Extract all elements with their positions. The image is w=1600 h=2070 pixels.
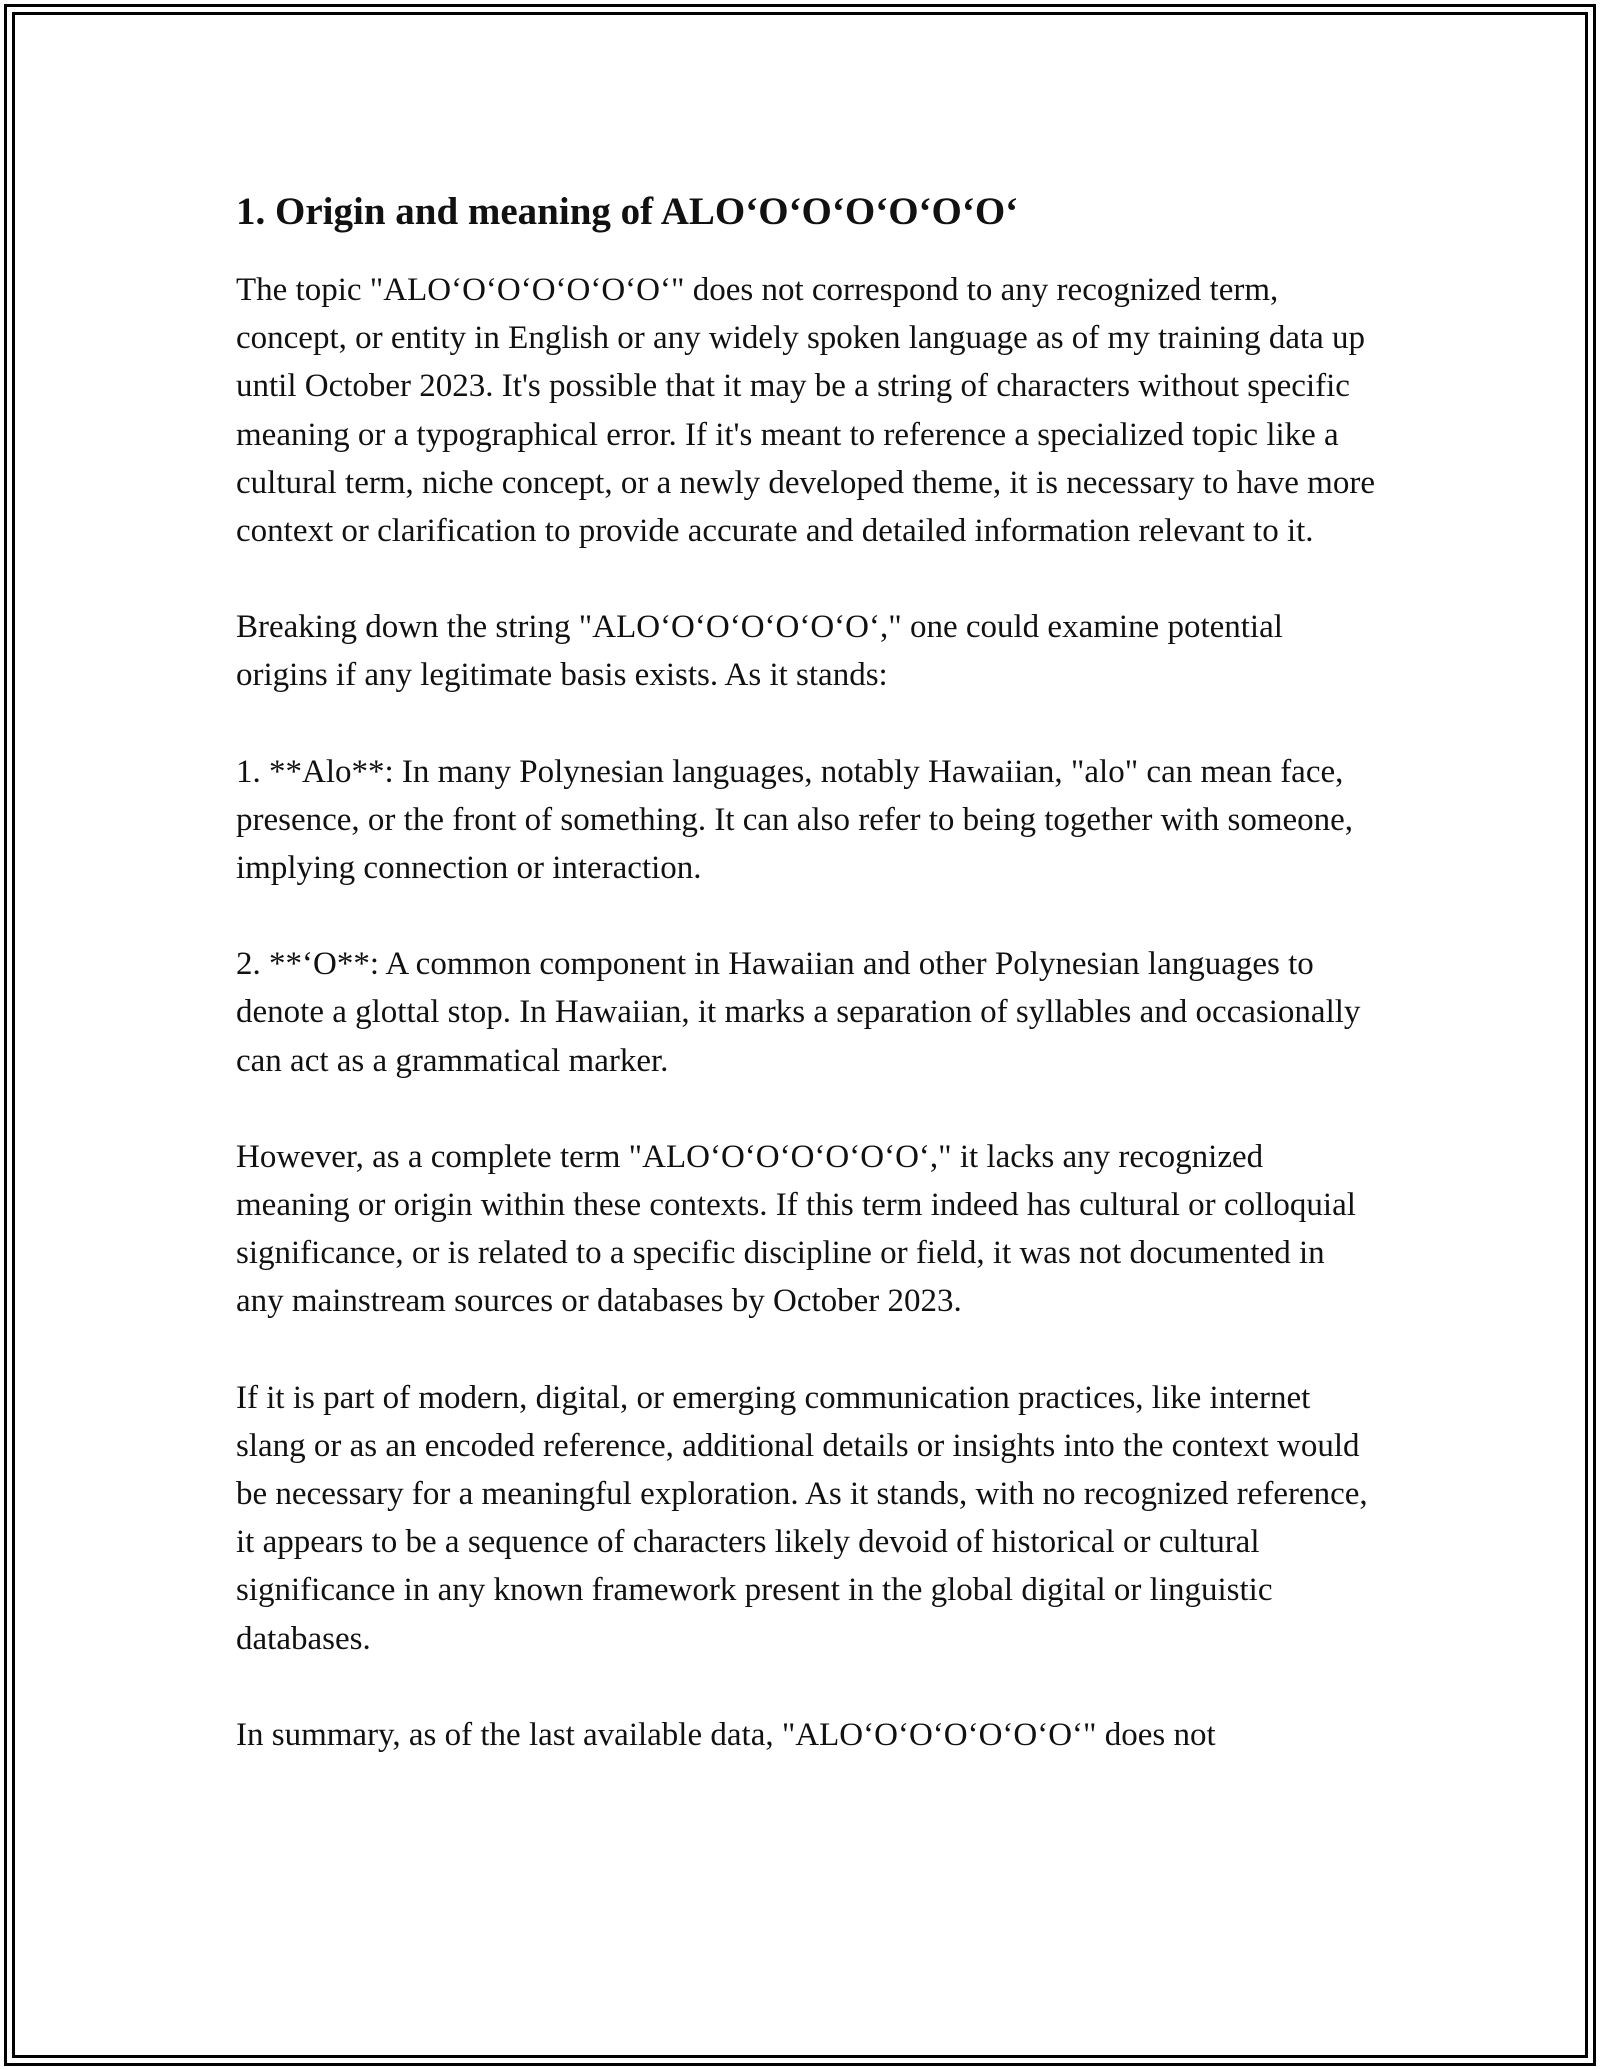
section-heading: 1. Origin and meaning of ALO‘O‘O‘O‘O‘O‘O‘: [236, 190, 1019, 233]
paragraph-summary: In summary, as of the last available data, "ALO‘O‘O‘O‘O‘O‘O‘" does not: [236, 1716, 1216, 1753]
document-body: [236, 186, 1376, 1807]
paragraph-breakdown: Breaking down the string "ALO‘O‘O‘O‘O‘O‘O‘," one could examine potential origins if any legitimate basis exists. As it stands:: [236, 609, 1283, 694]
paragraph-okina: 2. **‘O**: A common component in Hawaiian and other Polynesian languages to denote a glottal stop. In Hawaiian, it marks a separation of syllables and occasionally can act as a grammatical marker.: [236, 946, 1361, 1079]
paragraph-intro: The topic "ALO‘O‘O‘O‘O‘O‘O‘" does not correspond to any recognized term, concept, or entity in English or any widely spoken language as of my training data up until October 2023. It's possible that it may be a string of characters without specific meaning or a typographical error. If it's meant to reference a specialized topic like a cultural term, niche concept, or a newly developed theme, it is necessary to have more context or clarification to provide accurate and detailed information relevant to it.: [236, 272, 1375, 550]
paragraph-alo: 1. **Alo**: In many Polynesian languages, notably Hawaiian, "alo" can mean face, presence, or the front of something. It can also refer to being together with someone, implying connection or interaction.: [236, 753, 1354, 887]
paragraph-modern: If it is part of modern, digital, or emerging communication practices, like internet slang or as an encoded reference, additional details or insights into the context would be necessary for a meaningful exploration. As it stands, with no recognized reference, it appears to be a sequence of characters likely devoid of historical or cultural significance in any known framework present in the global digital or linguistic databases.: [236, 1379, 1368, 1657]
paragraph-however: However, as a complete term "ALO‘O‘O‘O‘O‘O‘O‘," it lacks any recognized meaning or origin within these contexts. If this term indeed has cultural or colloquial significance, or is related to a specific discipline or field, it was not documented in any mainstream sources or databases by October 2023.: [236, 1138, 1356, 1320]
